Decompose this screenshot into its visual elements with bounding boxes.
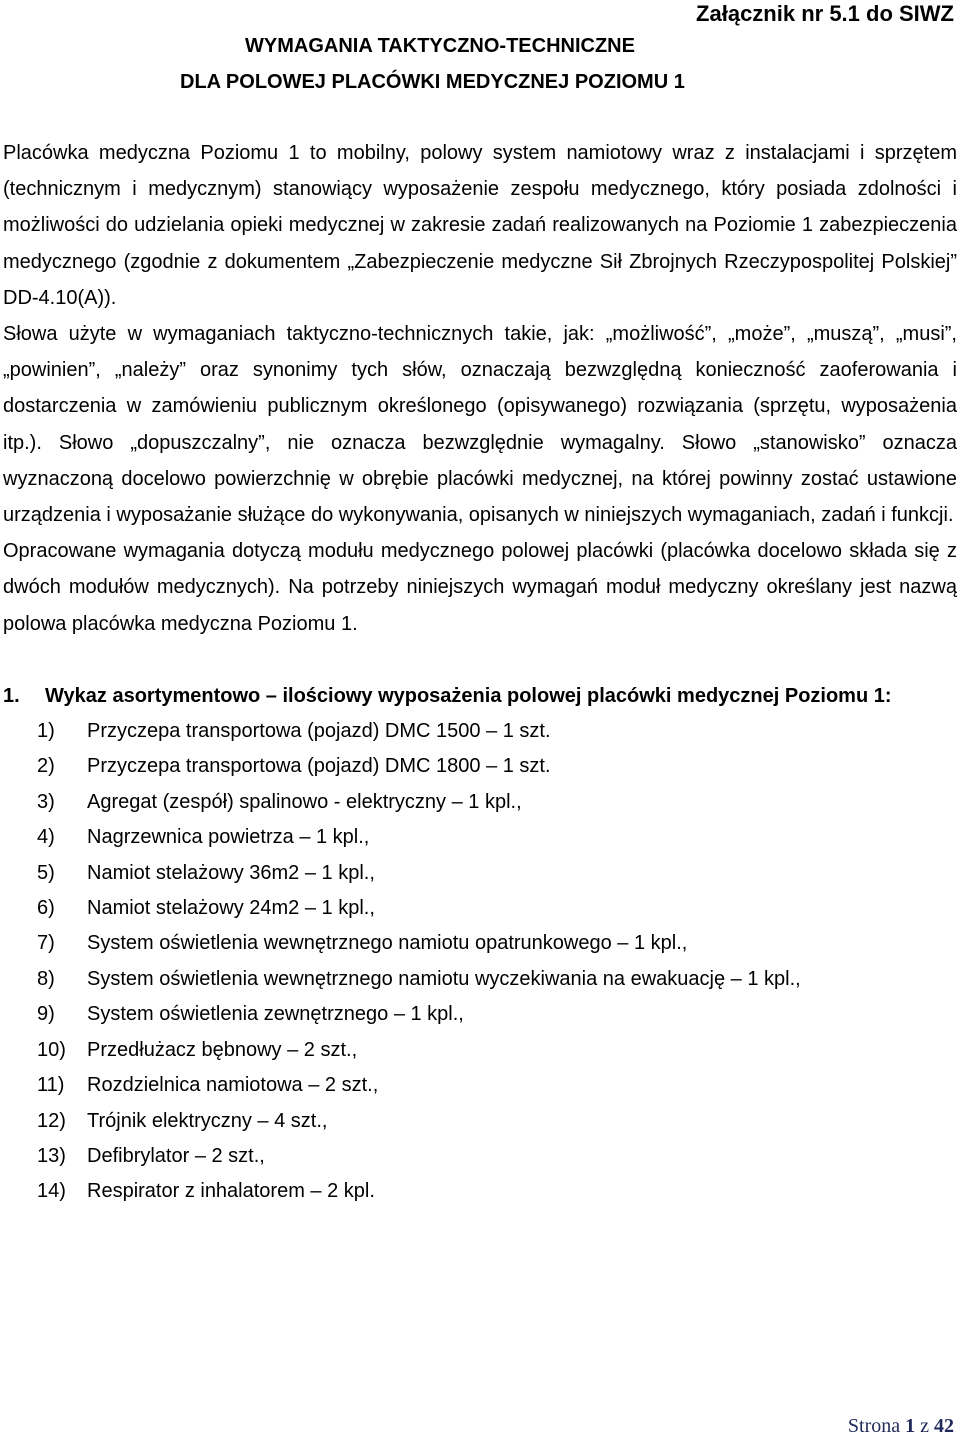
item-text: System oświetlenia wewnętrznego namiotu opatrunkowego – 1 kpl., (87, 932, 688, 955)
item-text: Przyczepa transportowa (pojazd) DMC 1500 – 1 szt. (87, 720, 551, 743)
item-number: 2) (37, 755, 55, 778)
equipment-list (3, 714, 957, 1210)
item-number: 7) (37, 932, 55, 955)
item-number: 10) (37, 1038, 66, 1061)
page-number: 1 (905, 1415, 916, 1437)
document-title-line-2: DLA POLOWEJ PLACÓWKI MEDYCZNEJ POZIOMU 1 (180, 71, 685, 93)
item-text: Trójnik elektryczny – 4 szt., (87, 1109, 328, 1132)
list-item (37, 1104, 957, 1139)
list-item (37, 785, 957, 820)
page-total: 42 (934, 1415, 954, 1437)
item-number: 9) (37, 1003, 55, 1026)
page-of-label: z (920, 1415, 929, 1437)
list-item (37, 1174, 957, 1209)
item-number: 5) (37, 861, 55, 884)
item-number: 1) (37, 720, 55, 743)
item-text: Przyczepa transportowa (pojazd) DMC 1800 – 1 szt. (87, 755, 551, 778)
item-text: System oświetlenia zewnętrznego – 1 kpl., (87, 1003, 464, 1026)
list-item (37, 997, 957, 1032)
list-item (37, 1068, 957, 1103)
section-heading (3, 678, 957, 714)
spacer (3, 642, 957, 678)
list-item (37, 891, 957, 926)
item-text: Defibrylator – 2 szt., (87, 1144, 265, 1167)
item-number: 13) (37, 1144, 66, 1167)
item-text: System oświetlenia wewnętrznego namiotu wyczekiwania na ewakuację – 1 kpl., (87, 967, 801, 990)
item-text: Agregat (zespół) spalinowo - elektryczny – 1 kpl., (87, 790, 522, 813)
item-text: Nagrzewnica powietrza – 1 kpl., (87, 826, 370, 849)
list-item (37, 926, 957, 961)
list-item (37, 856, 957, 891)
document-title-line-1: WYMAGANIA TAKTYCZNO-TECHNICZNE (245, 35, 635, 57)
list-item (37, 749, 957, 784)
item-text: Przedłużacz bębnowy – 2 szt., (87, 1038, 358, 1061)
item-number: 8) (37, 967, 55, 990)
section-number: 1. (3, 684, 20, 707)
item-number: 12) (37, 1109, 66, 1132)
definitions-paragraph: Słowa użyte w wymaganiach taktyczno-technicznych takie, jak: „możliwość”, „może”, „muszą”, „musi”, „powinien”, „należy” oraz synonimy tych słów, oznaczają bezwzględną konieczność zaoferowania i dostarczenia w zamówieniu publicznym określonego (opisywanego) rozwiązania (sprzętu, wyposażenia itp.). Słowo „dopuszczalny”, nie oznacza bezwzględnie wymagalny. Słowo „stanowisko” oznacza wyznaczoną docelowo powierzchnię w obrębie placówki medycznej, na której powinny zostać ustawione urządzenia i wyposażanie służące do wykonywania, opisanych w niniejszych wymaganiach, zadań i funkcji. (3, 323, 957, 527)
item-text: Namiot stelażowy 36m2 – 1 kpl., (87, 861, 375, 884)
list-item (37, 714, 957, 749)
intro-paragraph: Placówka medyczna Poziomu 1 to mobilny, polowy system namiotowy wraz z instalacjami i sprzętem (technicznym i medycznym) stanowiący wyposażenie zespołu medycznego, który posiada zdolności i możliwości do udzielania opieki medycznej w zakresie zadań realizowanych na Poziomie 1 zabezpieczenia medycznego (zgodnie z dokumentem „Zabezpieczenie medyczne Sił Zbrojnych Rzeczypospolitej Polskiej” DD-4.10(A)). (3, 142, 957, 309)
document-body (3, 135, 957, 1210)
item-number: 4) (37, 826, 55, 849)
annex-label: Załącznik nr 5.1 do SIWZ (696, 1, 954, 26)
item-text: Rozdzielnica namiotowa – 2 szt., (87, 1074, 379, 1097)
list-item (37, 1033, 957, 1068)
item-number: 14) (37, 1180, 66, 1203)
page-label: Strona (847, 1415, 901, 1437)
module-paragraph: Opracowane wymagania dotyczą modułu medycznego polowej placówki (placówka docelowo składa się z dwóch modułów medycznych). Na potrzeby niniejszych wymagań moduł medyczny określany jest nazwą polowa placówka medyczna Poziomu 1. (3, 540, 957, 635)
list-item (37, 962, 957, 997)
item-number: 6) (37, 897, 55, 920)
section-title: Wykaz asortymentowo – ilościowy wyposażenia polowej placówki medycznej Poziomu 1: (45, 684, 892, 707)
item-number: 11) (37, 1074, 65, 1097)
list-item (37, 1139, 957, 1174)
item-text: Namiot stelażowy 24m2 – 1 kpl., (87, 897, 375, 920)
item-text: Respirator z inhalatorem – 2 kpl. (87, 1180, 375, 1203)
item-number: 3) (37, 790, 55, 813)
list-item (37, 820, 957, 855)
page-footer (848, 1415, 954, 1438)
